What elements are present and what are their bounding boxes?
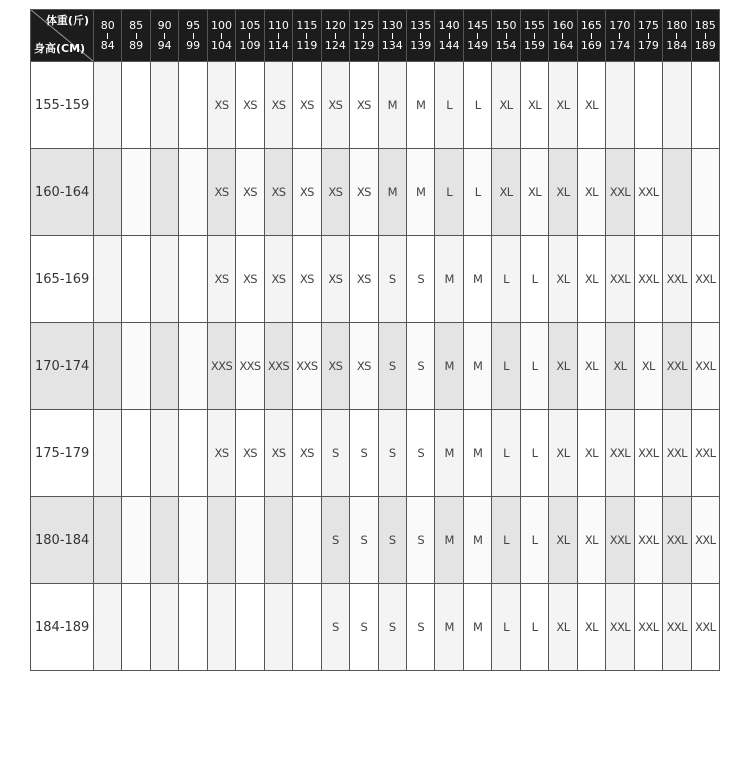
range-separator [562, 33, 563, 39]
weight-range-header [463, 10, 491, 62]
size-cell [264, 497, 292, 584]
range-separator [591, 33, 592, 39]
weight-range-header [378, 10, 406, 62]
size-cell: S [350, 584, 378, 671]
size-cell: XL [520, 149, 548, 236]
size-cell: XS [207, 149, 235, 236]
size-cell: S [378, 236, 406, 323]
size-cell: XS [350, 149, 378, 236]
size-cell: XL [492, 62, 520, 149]
weight-range-low: 130 [381, 18, 403, 32]
size-cell [264, 584, 292, 671]
weight-range-header [94, 10, 122, 62]
size-cell: XS [350, 323, 378, 410]
weight-axis-label: 体重(斤) [45, 14, 89, 27]
size-cell: XXL [634, 410, 662, 497]
size-cell: M [463, 410, 491, 497]
weight-range-header [321, 10, 349, 62]
size-cell: XXL [634, 149, 662, 236]
weight-range-header [150, 10, 178, 62]
range-separator [506, 33, 507, 39]
size-cell [150, 323, 178, 410]
size-cell: M [463, 323, 491, 410]
size-cell: S [350, 497, 378, 584]
size-cell: M [463, 497, 491, 584]
weight-range-header [264, 10, 292, 62]
size-cell [94, 236, 122, 323]
height-range-label: 184-189 [31, 584, 94, 671]
height-range-label: 155-159 [31, 62, 94, 149]
height-range-label: 165-169 [31, 236, 94, 323]
weight-range-low: 185 [694, 18, 716, 32]
size-cell: XS [321, 149, 349, 236]
size-cell: XXL [606, 410, 634, 497]
weight-range-high: 169 [580, 38, 602, 52]
size-cell [122, 236, 150, 323]
size-cell: S [378, 410, 406, 497]
size-cell: XXS [236, 323, 264, 410]
size-cell [179, 584, 207, 671]
table-row [31, 497, 720, 584]
range-separator [107, 33, 108, 39]
size-cell [94, 149, 122, 236]
size-cell: XS [207, 410, 235, 497]
size-cell: XXL [663, 584, 691, 671]
weight-range-header [350, 10, 378, 62]
weight-range-low: 150 [495, 18, 517, 32]
size-cell: XS [236, 410, 264, 497]
size-cell [293, 584, 321, 671]
weight-range-high: 184 [666, 38, 688, 52]
weight-range-low: 145 [467, 18, 489, 32]
weight-range-low: 125 [353, 18, 375, 32]
size-cell: XS [264, 236, 292, 323]
size-cell: XL [577, 236, 605, 323]
size-cell: XXL [691, 236, 719, 323]
size-cell: L [463, 149, 491, 236]
weight-range-low: 95 [186, 18, 201, 32]
size-cell: XL [606, 323, 634, 410]
size-cell [179, 410, 207, 497]
size-cell [207, 584, 235, 671]
size-cell: L [463, 62, 491, 149]
size-cell: XXL [606, 584, 634, 671]
range-separator [363, 33, 364, 39]
range-separator [136, 33, 137, 39]
size-cell: XXL [634, 497, 662, 584]
size-cell: M [378, 149, 406, 236]
range-separator [619, 33, 620, 39]
size-cell: M [378, 62, 406, 149]
size-cell [94, 497, 122, 584]
size-cell: XXL [606, 149, 634, 236]
weight-range-low: 155 [524, 18, 546, 32]
size-cell: XXL [663, 236, 691, 323]
table-row [31, 410, 720, 497]
size-cell [150, 236, 178, 323]
size-cell: XXL [691, 584, 719, 671]
size-cell: XL [577, 410, 605, 497]
weight-range-header [207, 10, 235, 62]
weight-range-low: 80 [100, 18, 115, 32]
table-row [31, 62, 720, 149]
weight-range-low: 115 [296, 18, 318, 32]
size-cell: XL [577, 62, 605, 149]
size-cell: XXL [663, 497, 691, 584]
size-cell: L [520, 410, 548, 497]
size-cell [179, 323, 207, 410]
weight-range-low: 160 [552, 18, 574, 32]
size-cell [122, 149, 150, 236]
size-cell: XS [236, 236, 264, 323]
weight-range-high: 179 [637, 38, 659, 52]
weight-range-high: 119 [296, 38, 318, 52]
weight-range-high: 189 [694, 38, 716, 52]
size-cell: S [378, 323, 406, 410]
weight-range-header [577, 10, 605, 62]
weight-range-high: 104 [211, 38, 233, 52]
table-row [31, 236, 720, 323]
size-cell: XL [577, 149, 605, 236]
weight-range-header [691, 10, 719, 62]
size-cell: XXL [691, 323, 719, 410]
range-separator [193, 33, 194, 39]
weight-range-low: 100 [211, 18, 233, 32]
size-cell: M [435, 236, 463, 323]
weight-range-header [122, 10, 150, 62]
size-chart-body [31, 62, 720, 671]
weight-range-high: 89 [129, 38, 144, 52]
size-cell: XS [293, 410, 321, 497]
size-cell: XS [236, 149, 264, 236]
weight-range-header [293, 10, 321, 62]
size-cell: XS [264, 149, 292, 236]
size-cell: XL [549, 410, 577, 497]
size-cell: L [520, 584, 548, 671]
weight-range-low: 110 [267, 18, 289, 32]
height-range-label: 180-184 [31, 497, 94, 584]
weight-range-high: 149 [467, 38, 489, 52]
range-separator [278, 33, 279, 39]
weight-range-low: 105 [239, 18, 261, 32]
weight-range-header [406, 10, 434, 62]
weight-range-high: 174 [609, 38, 631, 52]
weight-range-high: 114 [267, 38, 289, 52]
weight-range-header [520, 10, 548, 62]
size-cell: XXL [691, 410, 719, 497]
size-cell: XXS [264, 323, 292, 410]
size-cell: XS [207, 236, 235, 323]
size-cell: S [406, 410, 434, 497]
weight-header-row [31, 10, 720, 62]
weight-range-high: 94 [157, 38, 172, 52]
range-separator [420, 33, 421, 39]
table-row [31, 149, 720, 236]
size-cell: S [406, 497, 434, 584]
size-cell: L [492, 323, 520, 410]
size-cell: XL [549, 323, 577, 410]
range-separator [306, 33, 307, 39]
size-cell: XXL [691, 497, 719, 584]
size-cell [691, 149, 719, 236]
size-cell: XL [549, 497, 577, 584]
size-cell [179, 62, 207, 149]
size-cell: XS [293, 62, 321, 149]
size-cell: XS [350, 62, 378, 149]
size-cell: XL [549, 236, 577, 323]
size-cell: XL [577, 497, 605, 584]
size-cell: M [435, 497, 463, 584]
size-cell [663, 62, 691, 149]
size-cell: XXL [606, 236, 634, 323]
height-range-label: 160-164 [31, 149, 94, 236]
size-cell [179, 497, 207, 584]
height-range-label: 175-179 [31, 410, 94, 497]
size-cell: XS [236, 62, 264, 149]
size-cell: XL [549, 149, 577, 236]
size-cell: L [492, 584, 520, 671]
weight-range-low: 135 [410, 18, 432, 32]
size-cell: S [378, 584, 406, 671]
size-cell [94, 323, 122, 410]
size-cell: S [321, 584, 349, 671]
weight-range-header [663, 10, 691, 62]
size-cell [179, 236, 207, 323]
range-separator [221, 33, 222, 39]
size-cell [94, 410, 122, 497]
size-cell: M [435, 584, 463, 671]
range-separator [249, 33, 250, 39]
size-cell: XXS [207, 323, 235, 410]
size-cell: L [520, 497, 548, 584]
weight-range-low: 120 [324, 18, 346, 32]
size-cell: S [378, 497, 406, 584]
size-cell [691, 62, 719, 149]
weight-range-header [492, 10, 520, 62]
size-cell [150, 62, 178, 149]
size-cell: XS [207, 62, 235, 149]
size-cell: S [321, 410, 349, 497]
size-cell: XXL [663, 323, 691, 410]
weight-range-high: 124 [324, 38, 346, 52]
range-separator [164, 33, 165, 39]
size-cell: XXL [634, 584, 662, 671]
size-cell: XS [293, 236, 321, 323]
size-cell: XL [492, 149, 520, 236]
weight-range-high: 129 [353, 38, 375, 52]
size-cell: XS [321, 236, 349, 323]
size-cell: S [321, 497, 349, 584]
size-cell: L [435, 149, 463, 236]
weight-range-header [435, 10, 463, 62]
size-cell: XL [549, 584, 577, 671]
weight-range-low: 175 [637, 18, 659, 32]
weight-range-low: 170 [609, 18, 631, 32]
weight-range-high: 109 [239, 38, 261, 52]
size-cell [122, 584, 150, 671]
size-cell: M [435, 323, 463, 410]
size-cell: L [492, 410, 520, 497]
weight-range-low: 85 [129, 18, 144, 32]
size-cell: S [350, 410, 378, 497]
size-cell [236, 584, 264, 671]
size-cell: L [520, 236, 548, 323]
size-cell: M [406, 62, 434, 149]
size-cell: S [406, 236, 434, 323]
weight-range-high: 134 [381, 38, 403, 52]
size-cell: XL [634, 323, 662, 410]
size-cell: L [435, 62, 463, 149]
weight-range-high: 99 [186, 38, 201, 52]
size-cell: L [520, 323, 548, 410]
weight-range-header [236, 10, 264, 62]
weight-range-low: 90 [157, 18, 172, 32]
size-chart-table [30, 9, 720, 671]
size-cell: L [492, 497, 520, 584]
range-separator [392, 33, 393, 39]
range-separator [534, 33, 535, 39]
size-cell [150, 410, 178, 497]
size-cell [150, 149, 178, 236]
size-cell: XXL [663, 410, 691, 497]
weight-range-low: 140 [438, 18, 460, 32]
weight-range-high: 144 [438, 38, 460, 52]
size-cell [122, 497, 150, 584]
size-cell: XXL [634, 236, 662, 323]
size-cell [94, 62, 122, 149]
size-cell [606, 62, 634, 149]
table-row [31, 323, 720, 410]
size-cell: XS [321, 323, 349, 410]
size-cell: XXS [293, 323, 321, 410]
size-cell [634, 62, 662, 149]
weight-range-high: 139 [410, 38, 432, 52]
size-cell [150, 497, 178, 584]
corner-header-cell [31, 10, 94, 62]
weight-range-high: 164 [552, 38, 574, 52]
size-cell: XS [321, 62, 349, 149]
size-cell: M [406, 149, 434, 236]
range-separator [449, 33, 450, 39]
size-cell [236, 497, 264, 584]
size-cell [122, 62, 150, 149]
height-range-label: 170-174 [31, 323, 94, 410]
size-cell [94, 584, 122, 671]
size-cell: XS [293, 149, 321, 236]
size-cell: XS [264, 62, 292, 149]
size-cell: M [435, 410, 463, 497]
weight-range-header [634, 10, 662, 62]
size-cell: M [463, 584, 491, 671]
size-cell: XL [520, 62, 548, 149]
size-cell [663, 149, 691, 236]
weight-range-high: 84 [100, 38, 115, 52]
weight-range-low: 165 [580, 18, 602, 32]
size-cell: S [406, 323, 434, 410]
range-separator [335, 33, 336, 39]
weight-range-high: 154 [495, 38, 517, 52]
size-cell: S [406, 584, 434, 671]
table-row [31, 584, 720, 671]
size-cell [122, 323, 150, 410]
size-cell: XL [577, 584, 605, 671]
range-separator [648, 33, 649, 39]
weight-range-header [179, 10, 207, 62]
size-cell [207, 497, 235, 584]
size-cell [179, 149, 207, 236]
size-cell: L [492, 236, 520, 323]
weight-range-header [606, 10, 634, 62]
height-axis-label: 身高(CM) [34, 42, 86, 55]
range-separator [477, 33, 478, 39]
size-cell: XS [264, 410, 292, 497]
size-cell [122, 410, 150, 497]
size-cell: XL [577, 323, 605, 410]
size-cell: M [463, 236, 491, 323]
size-cell [150, 584, 178, 671]
size-cell [293, 497, 321, 584]
size-cell: XS [350, 236, 378, 323]
range-separator [676, 33, 677, 39]
size-cell: XXL [606, 497, 634, 584]
weight-range-header [549, 10, 577, 62]
weight-range-low: 180 [666, 18, 688, 32]
weight-range-high: 159 [524, 38, 546, 52]
range-separator [705, 33, 706, 39]
size-cell: XL [549, 62, 577, 149]
